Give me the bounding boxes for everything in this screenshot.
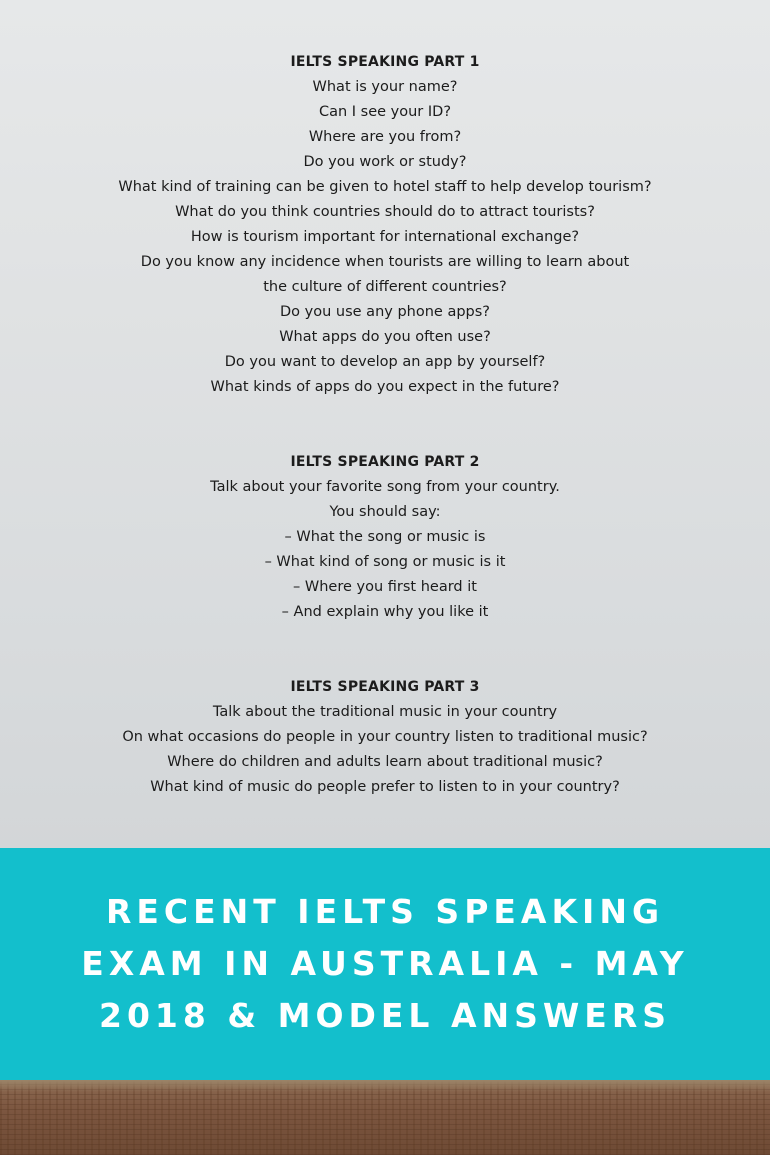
banner-title-line: RECENT IELTS SPEAKING xyxy=(105,892,665,931)
part3-heading: IELTS SPEAKING PART 3 xyxy=(290,679,480,695)
part1-section xyxy=(0,50,770,400)
part1-question: Do you work or study? xyxy=(303,154,467,170)
part1-question: Where are you from? xyxy=(308,129,462,145)
part1-question: What apps do you often use? xyxy=(279,329,491,345)
part2-heading: IELTS SPEAKING PART 2 xyxy=(290,454,480,470)
part2-section xyxy=(0,450,770,625)
part1-question: How is tourism important for international exchange? xyxy=(190,229,580,245)
part1-question: Do you know any incidence when tourists are willing to learn about xyxy=(140,254,630,270)
part2-prompt-line: – Where you first heard it xyxy=(293,579,477,595)
banner-title-line: 2018 & MODEL ANSWERS xyxy=(99,996,671,1035)
part3-section xyxy=(0,675,770,800)
part2-prompt-line: – What kind of song or music is it xyxy=(264,554,506,570)
part3-question: Talk about the traditional music in your country xyxy=(212,704,558,720)
part2-prompt-line: – And explain why you like it xyxy=(281,604,489,620)
part3-question: Where do children and adults learn about traditional music? xyxy=(167,754,603,770)
part1-question: What do you think countries should do to attract tourists? xyxy=(175,204,595,220)
part1-question: the culture of different countries? xyxy=(263,279,507,295)
part1-question: Do you want to develop an app by yourself? xyxy=(224,354,546,370)
part1-question: What kinds of apps do you expect in the future? xyxy=(210,379,560,395)
part3-question: On what occasions do people in your country listen to traditional music? xyxy=(122,729,648,745)
banner-title-line: EXAM IN AUSTRALIA - MAY xyxy=(81,944,689,983)
part1-heading: IELTS SPEAKING PART 1 xyxy=(290,54,480,70)
part1-question: Do you use any phone apps? xyxy=(280,304,490,320)
title-banner xyxy=(0,848,770,1080)
part3-question: What kind of music do people prefer to listen to in your country? xyxy=(150,779,620,795)
part2-prompt-line: You should say: xyxy=(329,504,441,520)
part1-question: What is your name? xyxy=(312,79,458,95)
part1-question: What kind of training can be given to hotel staff to help develop tourism? xyxy=(118,179,652,195)
ground-horizon xyxy=(0,1080,770,1092)
part2-prompt-line: – What the song or music is xyxy=(284,529,486,545)
part2-prompt-line: Talk about your favorite song from your country. xyxy=(210,479,560,495)
question-list xyxy=(0,50,770,800)
part1-question: Can I see your ID? xyxy=(318,104,452,120)
